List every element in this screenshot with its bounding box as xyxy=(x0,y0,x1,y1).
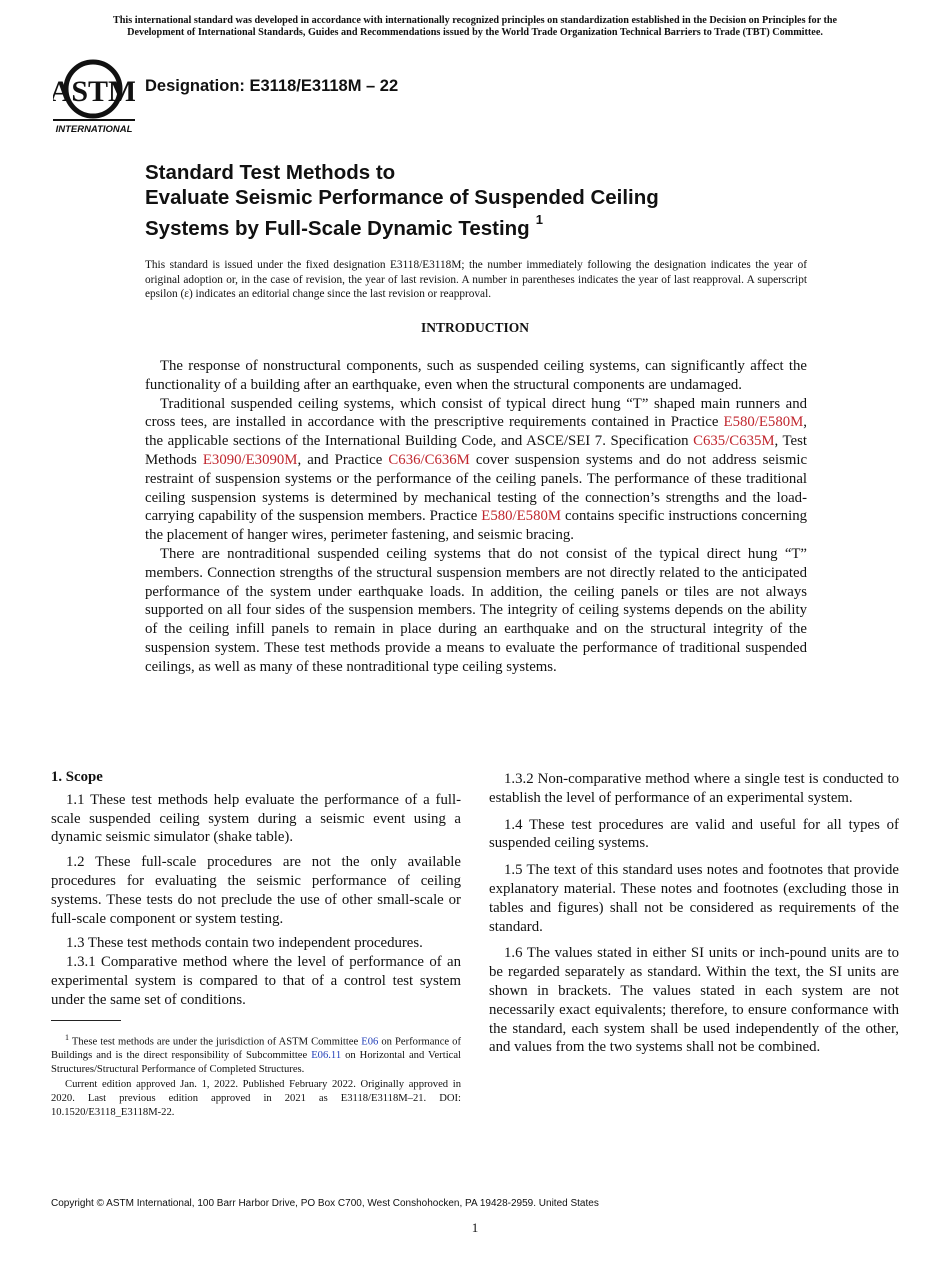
issued-note: This standard is issued under the fixed designation E3118/E3118M; the number immediately following the designation indicates the year of original adoption or, in the case of revision, the year of last revision. A number in parentheses indicates the year of last reapproval. A superscript epsilon (ε) indicates an editorial change since the last revision or reapproval. xyxy=(145,259,807,300)
footnote-divider xyxy=(51,1020,121,1021)
title-line-1: Standard Test Methods to xyxy=(145,161,396,184)
footnote xyxy=(51,1031,461,1121)
copyright: Copyright © ASTM International, 100 Barr Harbor Drive, PO Box C700, West Conshohocken, PA 19428-2959. United States xyxy=(51,1198,599,1209)
page-title xyxy=(145,160,845,241)
link-c636[interactable]: C636/C636M xyxy=(388,451,470,468)
logo-text: ASTM xyxy=(53,75,135,108)
astm-logo-icon xyxy=(53,57,135,135)
right-column xyxy=(489,770,899,1065)
intro-paragraph-2: Traditional suspended ceiling systems, which consist of typical direct hung “T” shaped main runners and cross tees, are installed in accordance with the prescriptive requirements contained in Practice E580/E580M, the applicable sections of the International Building Code, and ASCE/SEI 7. Specification C635/C635M, Test Methods E3090/E3090M, and Practice C636/C636M cover suspension systems and do not address seismic restraint of suspension systems or the performance of the ceiling panels. The performance of these traditional ceiling suspension systems is determined by mechanical testing of the connection’s strengths and the load-carrying capability of the suspension members. Practice E580/E580M contains specific instructions concerning the placement of hanger wires, perimeter fastening, and seismic bracing. xyxy=(145,395,808,544)
introduction-heading: INTRODUCTION xyxy=(420,320,529,335)
left-column xyxy=(51,768,461,1016)
link-c635[interactable]: C635/C635M xyxy=(693,433,775,450)
section-1-5: 1.5 The text of this standard uses notes and footnotes that provide explanatory material. These notes and footnotes (excluding those in tables and figures) shall not be considered as requirements of the standard. xyxy=(489,862,899,935)
footnote-jurisdiction: $^1$ These test methods are under the jurisdiction of ASTM Committee E06 on Performance of Buildings and is the direct responsibility of Subcommittee E06.11 on Horizontal and Vertical Structures/Structural Performance of Completed Structures. xyxy=(51,1033,461,1075)
section-1-4: 1.4 These test procedures are valid and useful for all types of suspended ceiling systems. xyxy=(489,816,899,852)
designation: Designation: E3118/E3118M – 22 xyxy=(145,77,399,95)
intro-paragraph-1: The response of nonstructural components, such as suspended ceiling systems, can significantly affect the functionality of a building after an earthquake, even when the structural components are undamaged. xyxy=(145,358,807,393)
standards-notice xyxy=(50,15,900,39)
link-e06[interactable]: E06 xyxy=(361,1036,379,1048)
link-e580-2[interactable]: E580/E580M xyxy=(481,508,562,525)
link-e3090[interactable]: E3090/E3090M xyxy=(202,451,298,468)
section-1-3: 1.3 These test methods contain two independent procedures. xyxy=(66,935,423,952)
astm-logo xyxy=(53,57,135,135)
section-1-6: 1.6 The values stated in either SI units or inch-pound units are to be regarded separately as standard. Within the text, the SI units are shown in brackets. The values stated in each system are not necessarily exact equivalents; therefore, to ensure conformance with the standard, each system shall be used independently of the other, and values from the two systems shall not be combined. xyxy=(489,945,899,1056)
link-e06-11[interactable]: E06.11 xyxy=(311,1050,342,1062)
notice-line-2: Development of International Standards, Guides and Recommendations issued by the World Trade Organization Technical Barriers to Trade (TBT) Committee. xyxy=(127,27,823,38)
intro-paragraph-3: There are nontraditional suspended ceiling systems that do not consist of the typical direct hung “T” members. Connection strengths of the structural suspension members are not directly related to the anticipated performance of the system under earthquake loads. In addition, the ceiling panels or tiles are not always supported on all four sides of the suspension members. The integrity of ceiling systems depends on the ability of the ceiling infill panels to remain in place during an earthquake and on the structural integrity of the suspension system. These test methods provide a means to evaluate the performance of traditional suspended ceilings, as well as many of these nontraditional type ceiling systems. xyxy=(145,545,807,675)
section-1-2: 1.2 These full-scale procedures are not the only available procedures for evaluating the seismic performance of ceiling systems. These tests do not preclude the use of other small-scale or full-scale component or system testing. xyxy=(51,854,461,927)
section-1-1: 1.1 These test methods help evaluate the performance of a full-scale suspended ceiling system during a seismic event using a dynamic seismic simulator (shake table). xyxy=(51,791,461,846)
notice-line-1: This international standard was developed in accordance with internationally recognized principles on standardization established in the Decision on Principles for the xyxy=(112,15,838,26)
logo-subtext: INTERNATIONAL xyxy=(55,124,133,135)
title-footnote-ref[interactable]: 1 xyxy=(535,212,543,227)
title-line-3: Systems by Full-Scale Dynamic Testing xyxy=(145,216,530,240)
title-line-2: Evaluate Seismic Performance of Suspended Ceiling xyxy=(145,186,659,209)
page-number: 1 xyxy=(471,1220,479,1235)
section-1-3-1: 1.3.1 Comparative method where the level of performance of an experimental system is compared to that of a control test system under the same set of conditions. xyxy=(51,954,461,1008)
link-e580-1[interactable]: E580/E580M xyxy=(723,414,804,431)
introduction-body xyxy=(145,357,807,677)
footnote-edition: Current edition approved Jan. 1, 2022. Published February 2022. Originally approved in 2020. Last previous edition approved in 2021 as E3118/E3118M–21. DOI: 10.1520/E3118_E3118M-22. xyxy=(51,1079,461,1118)
section-1-3-2: 1.3.2 Non-comparative method where a single test is conducted to establish the level of performance of an experimental system. xyxy=(489,771,899,806)
scope-heading: 1. Scope xyxy=(51,769,103,785)
